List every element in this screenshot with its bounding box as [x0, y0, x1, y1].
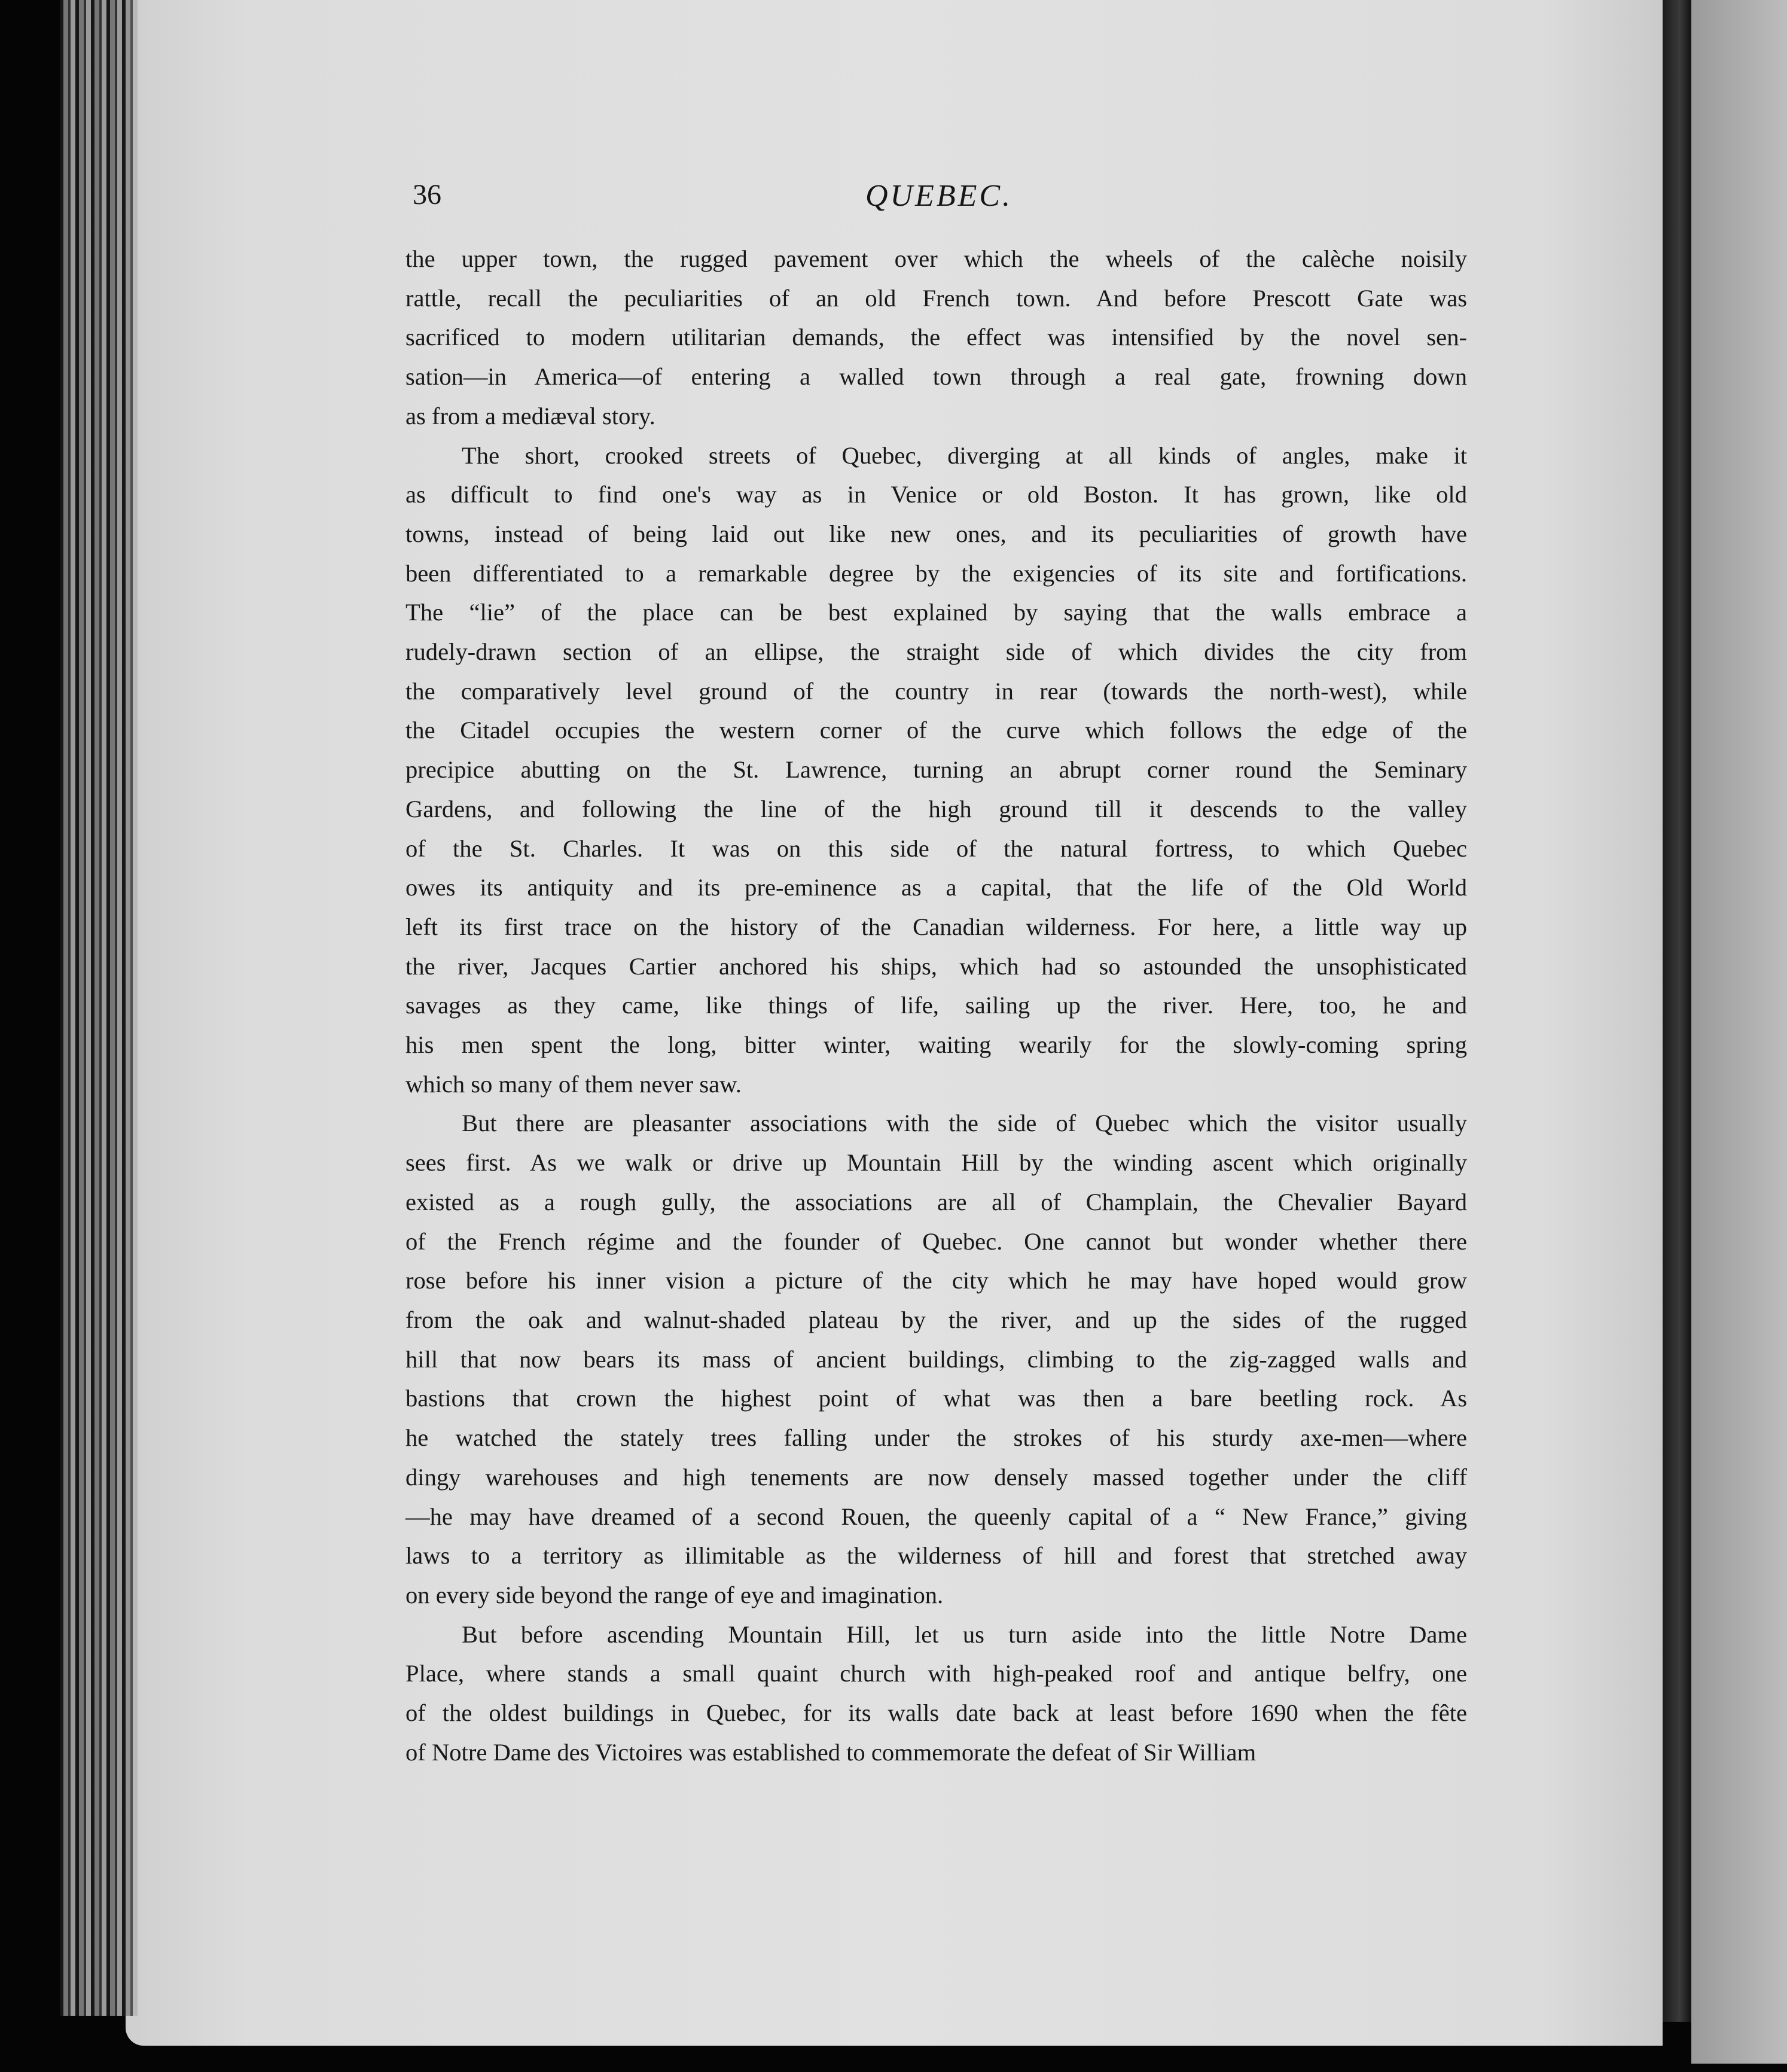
text-line: he watched the stately trees falling under the strokes of his sturdy axe-men—where: [405, 1424, 1467, 1452]
text-line: sees first. As we walk or drive up Mountain Hill by the winding ascent which originally: [405, 1149, 1467, 1177]
body-text: [405, 239, 1467, 1772]
text-line: of Notre Dame des Victoires was established to commemorate the defeat of Sir William: [405, 1738, 1257, 1766]
paragraph: [405, 1104, 1467, 1614]
text-line: his men spent the long, bitter winter, waiting wearily for the slowly-coming spring: [405, 1031, 1467, 1059]
text-line: rattle, recall the peculiarities of an old French town. And before Prescott Gate was: [405, 284, 1467, 312]
text-line: owes its antiquity and its pre-eminence as a capital, that the life of the Old World: [405, 874, 1467, 901]
text-line: of the St. Charles. It was on this side of the natural fortress, to which Quebec: [405, 834, 1467, 862]
text-line: bastions that crown the highest point of what was then a bare beetling rock. As: [405, 1385, 1467, 1412]
book-spine: [60, 0, 138, 2016]
text-line: of the French régime and the founder of Quebec. One cannot but wonder whether there: [405, 1227, 1467, 1255]
page-gutter-shadow: [1663, 0, 1691, 2022]
text-line: savages as they came, like things of life, sailing up the river. Here, too, he and: [405, 992, 1467, 1019]
text-line: left its first trace on the history of the Canadian wilderness. For here, a little way up: [405, 913, 1467, 940]
page-header: [413, 173, 1465, 221]
text-line: rudely-drawn section of an ellipse, the straight side of which divides the city from: [405, 638, 1467, 666]
text-line: dingy warehouses and high tenements are now densely massed together under the cliff: [405, 1463, 1467, 1491]
text-line: precipice abutting on the St. Lawrence, turning an abrupt corner round the Seminary: [405, 756, 1467, 784]
text-line: the upper town, the rugged pavement over which the wheels of the calèche noisily: [405, 245, 1467, 272]
text-line: on every side beyond the range of eye and imagination.: [405, 1581, 944, 1608]
text-line: been differentiated to a remarkable degree by the exigencies of its site and fortifications.: [405, 559, 1467, 587]
text-line: But before ascending Mountain Hill, let us turn aside into the little Notre Dame: [462, 1620, 1467, 1648]
text-line: rose before his inner vision a picture of the city which he may have hoped would grow: [405, 1267, 1467, 1294]
text-line: from the oak and walnut-shaded plateau by the river, and up the sides of the rugged: [405, 1306, 1467, 1333]
text-line: hill that now bears its mass of ancient buildings, climbing to the zig-zagged walls and: [405, 1345, 1467, 1373]
text-line: sation—in America—of entering a walled town through a real gate, frowning down: [405, 363, 1467, 391]
text-line: laws to a territory as illimitable as the wilderness of hill and forest that stretched away: [405, 1542, 1467, 1570]
text-line: sacrificed to modern utilitarian demands, the effect was intensified by the novel sen-: [405, 324, 1467, 351]
page-number: 36: [413, 179, 441, 211]
text-line: which so many of them never saw.: [405, 1070, 742, 1098]
facing-page-edge: [1691, 0, 1787, 2064]
text-line: Gardens, and following the line of the high ground till it descends to the valley: [405, 795, 1467, 822]
text-line: as difficult to find one's way as in Venice or old Boston. It has grown, like old: [405, 481, 1467, 508]
text-line: The “lie” of the place can be best explained by saying that the walls embrace a: [405, 599, 1467, 626]
running-title: QUEBEC.: [865, 179, 1013, 213]
paragraph: [405, 1615, 1467, 1772]
text-line: towns, instead of being laid out like new ones, and its peculiarities of growth have: [405, 520, 1467, 547]
text-line: the Citadel occupies the western corner of the curve which follows the edge of the: [405, 717, 1467, 744]
text-line: as from a mediæval story.: [405, 402, 655, 429]
text-line: the river, Jacques Cartier anchored his ships, which had so astounded the unsophisticated: [405, 952, 1467, 980]
text-line: existed as a rough gully, the associations are all of Champlain, the Chevalier Bayard: [405, 1188, 1467, 1215]
text-line: of the oldest buildings in Quebec, for its walls date back at least before 1690 when the fête: [405, 1699, 1467, 1727]
text-line: the comparatively level ground of the country in rear (towards the north-west), while: [405, 677, 1467, 705]
paragraph: [405, 239, 1467, 436]
text-line: The short, crooked streets of Quebec, diverging at all kinds of angles, make it: [462, 441, 1467, 469]
text-line: —he may have dreamed of a second Rouen, the queenly capital of a “ New France,” giving: [405, 1503, 1467, 1530]
paragraph: [405, 436, 1467, 1104]
text-line: Place, where stands a small quaint church with high-peaked roof and antique belfry, one: [405, 1660, 1467, 1687]
text-line: But there are pleasanter associations with the side of Quebec which the visitor usually: [462, 1110, 1467, 1137]
